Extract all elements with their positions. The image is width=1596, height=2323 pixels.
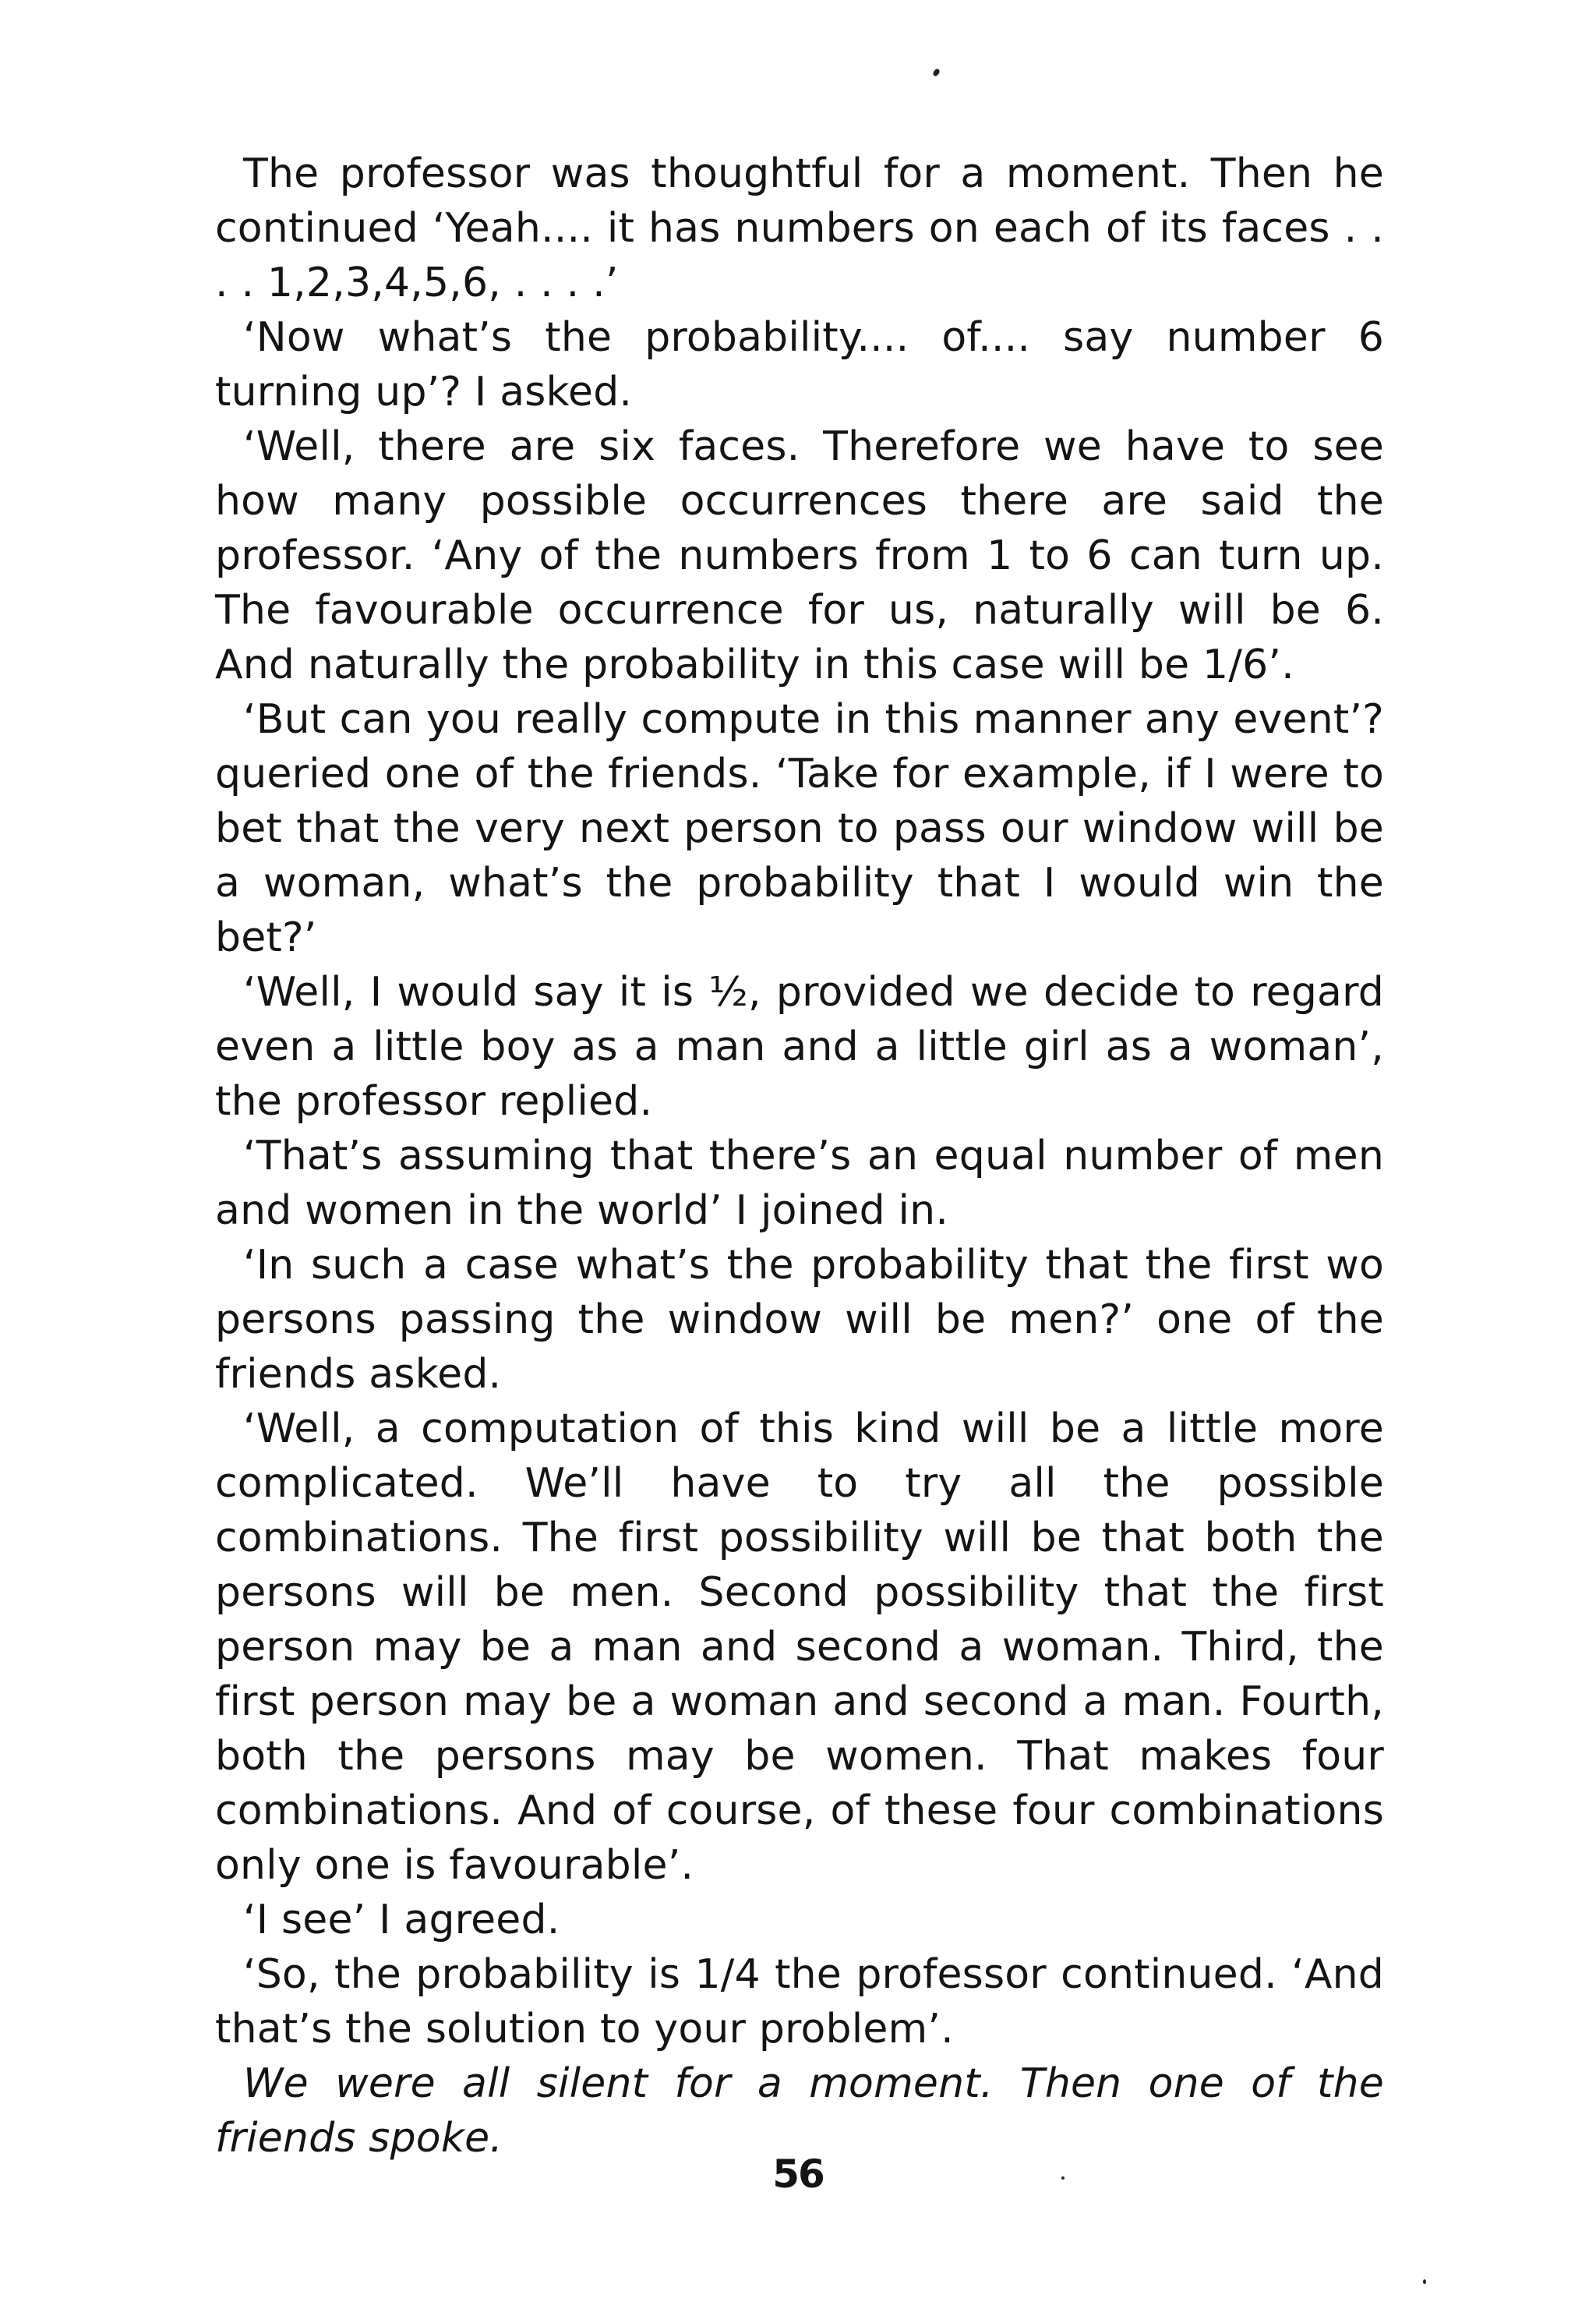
paragraph: ‘I see’ I agreed. (243, 1897, 560, 1943)
paragraph: ‘Well, there are six faces. Therefore we have to see how many possible occurrences there are said the professor. ‘Any of the numbers from 1 to 6 can turn up. The favourable occurrence for us, naturally will be 6. And naturally the probability in this case will be 1/6’. (215, 423, 1384, 688)
paragraph: ‘Well, I would say it is ½, provided we decide to regard even a little boy as a man and a little girl as a woman’, the professor replied. (215, 969, 1384, 1125)
paragraph: ‘Well, a computation of this kind will be a little more complicated. We’ll have to try all the possible combinations. The first possibility will be that both the persons will be men. Second possibility that the first person may be a man and second a woman. Third, the first person may be a woman and second a man. Fourth, both the persons may be women. That makes four combinations. And of course, of these four combinations only one is favourable’. (215, 1405, 1384, 1889)
paragraph: ‘That’s assuming that there’s an equal number of men and women in the world’ I joined in. (215, 1133, 1384, 1234)
body-text (215, 147, 1384, 2166)
paragraph: We were all silent for a moment. Then one of the friends spoke. (215, 2060, 1384, 2162)
ink-speck (1423, 2279, 1426, 2284)
ink-speck (932, 68, 941, 77)
page-number: 56 (772, 2152, 824, 2197)
paragraph: The professor was thoughtful for a moment. Then he continued ‘Yeah.... it has numbers on each of its faces . . . . 1,2,3,4,5,6, . . . .’ (215, 150, 1384, 306)
paragraph: ‘But can you really compute in this manner any event’? queried one of the friends. ‘Take for example, if I were to bet that the very next person to pass our window will be a woman, what’s the probability that I would win the bet?’ (215, 696, 1384, 961)
paragraph: ‘So, the probability is 1/4 the professor continued. ‘And that’s the solution to your problem’. (215, 1951, 1384, 2053)
paragraph: ‘Now what’s the probability.... of.... say number 6 turning up’? I asked. (215, 314, 1384, 415)
paragraph: ‘In such a case what’s the probability that the first wo persons passing the window will be men?’ one of the friends asked. (215, 1242, 1384, 1398)
